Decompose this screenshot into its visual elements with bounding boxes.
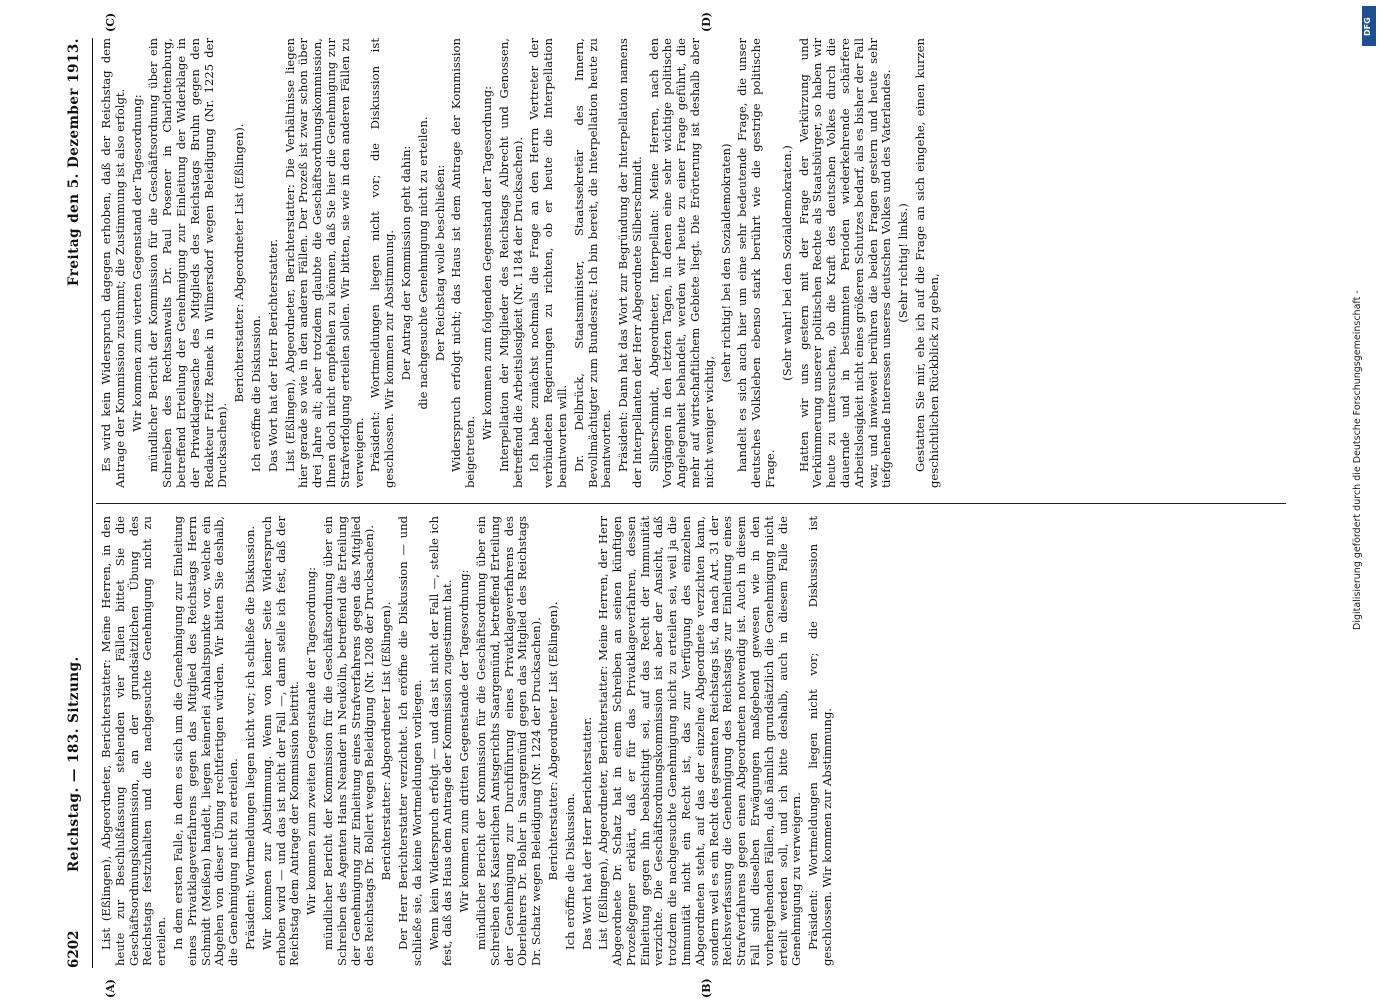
paragraph: mündlicher Bericht der Kommission für die Geschäftsordnung über ein Schreiben des Rechtsanwalts Dr. Paul Posener in Charlottenburg, betreffend Erteilung der Genehmigung zur Einleitung der Widerklage in der Privatklagesache des Mitglieds des Reichstags Bruhn gegen den Redakteur Fritz Reinek in Wilmersdorf wegen Beleidigung (Nr. 1225 der Drucksachen).	[146, 38, 230, 488]
paragraph: handelt es sich auch hier um eine sehr bedeutende Frage, die unser deutsches Volksleben ebenso stark berührt wie die gestrige politische Frage.	[735, 38, 778, 488]
paragraph: Gestatten Sie mir, ehe ich auf die Frage an sich eingehe, einen kurzen geschichtlichen Rückblick zu geben,	[913, 38, 941, 488]
paragraph: List (Eßlingen), Abgeordneter, Berichterstatter: Die Verhältnisse liegen hier gerade so wie in den anderen Fällen. Der Prozeß ist zwar schon über drei Jahre alt; aber trotzdem glaubte die Geschäftsordnungskommission, Ihnen doch nicht empfehlen zu können, daß Sie hier die Genehmigung zur Strafverfolgung erteilen sollen. Wir bitten, sie wie in den anderen Fällen zu verweigern.	[282, 38, 366, 488]
paragraph: Wir kommen zur Abstimmung. Wenn von keiner Seite Widerspruch erhoben wird — und das ist nicht der Fall —, dann stelle ich fest, daß der Reichstag dem Antrage der Kommission beitritt.	[259, 516, 302, 966]
session-date: Freitag den 5. Dezember 1913.	[66, 38, 82, 287]
paragraph: Präsident: Wortmeldungen liegen nicht vor; ich schließe die Diskussion.	[242, 525, 257, 950]
digitization-credit	[1350, 30, 1370, 970]
paragraph: Ich eröffne die Diskussion.	[562, 793, 577, 950]
paragraph: In dem ersten Falle, in dem es sich um die Genehmigung zur Einleitung eines Privatklageverfahrens gegen das Mitglied des Reichstags Herrn Schmidt (Meißen) handelt, liegen keinerlei Anhaltspunkte vor, welche ein Abgehen von dieser Übung rechtfertigen würden. Wir bitten Sie deshalb, die Genehmigung nicht zu erteilen.	[170, 516, 241, 966]
paragraph: Der Herr Berichterstatter verzichtet. Ich eröffne die Diskussion — und schließe sie, da keine Wortmeldungen vorliegen.	[395, 516, 424, 966]
page-header	[62, 38, 88, 968]
paragraph: Es wird kein Widerspruch dagegen erhoben, daß der Reichstag dem Antrage der Kommission zustimmt; die Zustimmung ist also erfolgt.	[99, 38, 127, 488]
paragraph: Wir kommen zum vierten Gegenstand der Tagesordnung:	[129, 94, 144, 432]
session-title: Reichstag. — 183. Sitzung.	[66, 656, 82, 872]
paragraph: (Sehr richtig! links.)	[896, 203, 911, 323]
margin-marker-d: (D)	[700, 12, 713, 32]
column-divider	[96, 503, 1286, 504]
paragraph: Hatten wir uns gestern mit der Frage der Verkürzung und Verkümmerung unserer politischen Rechte als Staatsbürger, so haben wir heute zu untersuchen, ob die Kraft des deutschen Volkes durch die dauernde und in bestimmten Perioden wiederkehrende schärfere Arbeitslosigkeit nicht eines größeren Schutzes bedarf, als es bisher der Fall war, und inwieweit berühren die beiden Fragen gestern und heute sehr tiefgehende Interessen unseres deutschen Volkes und des Vaterlandes.	[796, 38, 894, 488]
paragraph: Ich eröffne die Diskussion.	[248, 315, 263, 472]
paragraph: Das Wort hat der Herr Berichterstatter.	[265, 238, 280, 472]
left-column	[100, 516, 838, 966]
paragraph: Berichterstatter: Abgeordneter List (Eßlingen).	[545, 601, 560, 881]
paragraph: Präsident: Wortmeldungen liegen nicht vor; die Diskussion ist geschlossen. Wir kommen zur Abstimmung.	[806, 516, 835, 966]
paragraph: Berichterstatter: Abgeordneter List (Eßlingen).	[232, 123, 247, 403]
paragraph: Das Wort hat der Herr Berichterstatter.	[579, 716, 594, 950]
header-rule	[92, 38, 93, 968]
paragraph: Der Antrag der Kommission geht dahin:	[398, 145, 413, 381]
paragraph: Wir kommen zum zweiten Gegenstande der Tagesordnung:	[304, 566, 319, 916]
paragraph: Der Reichstag wolle beschließen:	[432, 164, 447, 362]
paragraph: Wenn kein Widerspruch erfolgt — und das ist nicht der Fall —, stelle ich fest, daß das Haus dem Antrage der Kommission zugestimmt hat.	[426, 516, 455, 966]
paragraph: Präsident: Dann hat das Wort zur Begründung der Interpellation namens der Interpellanten der Herr Abgeordnete Silberschmidt.	[616, 38, 644, 488]
margin-marker-b: (B)	[700, 978, 713, 998]
paragraph: Widerspruch erfolgt nicht; das Haus ist dem Antrage der Kommission beigetreten.	[449, 38, 478, 488]
paragraph: mündlicher Bericht der Kommission für die Geschäftsordnung über ein Schreiben des Kaiserlichen Amtsgerichts Saargemünd, betreffend Erteilung der Genehmigung zur Durchführung eines Privatklageverfahrens des Oberlehrers Dr. Bohler in Saargemünd gegen das Mitglied des Reichstags Dr. Schatz wegen Beleidigung (Nr. 1224 der Drucksachen).	[473, 516, 544, 966]
page-number: 6202	[66, 930, 82, 968]
paragraph: Präsident: Wortmeldungen liegen nicht vor; die Diskussion ist geschlossen. Wir kommen zur Abstimmung.	[368, 38, 397, 488]
paragraph: Dr. Delbrück, Staatsminister, Staatssekretär des Innern, Bevollmächtigter zum Bundesrat: Ich bin bereit, die Interpellation heute zu beantworten.	[571, 38, 614, 488]
paragraph: Wir kommen zum dritten Gegenstande der Tagesordnung:	[457, 569, 472, 913]
margin-marker-c: (C)	[104, 12, 117, 32]
paragraph: List (Eßlingen), Abgeordneter, Berichterstatter: Meine Herren, der Herr Abgeordnete Dr. Schatz hat in einem Schreiben an seinen künftigen Prozeßgegner erklärt, daß er für das Privatklageverfahren, dessen Einleitung gegen ihn beabsichtigt sei, auf das Recht der Immunität verzichte. Die Geschäftsordnungskommission ist aber der Ansicht, daß trotzdem die nachgesuchte Genehmigung nicht zu erteilen sei, weil ja die Immunität nicht ein Recht ist, das zur Verfügung des einzelnen Abgeordneten steht, auf das der einzelne Abgeordnete verzichten kann, sondern weil es ein Recht des gesamten Reichstags ist, da nach Art. 31 der Reichsverfassung die Genehmigung des Reichstags zur Einleitung eines Strafverfahrens gegen einen Abgeordneten notwendig ist. Auch in diesem Fall sind dieselben Erwägungen maßgebend gewesen wie in den vorhergehenden Fällen, daß nämlich grundsätzlich die Genehmigung nicht erteilt werden soll, und ich bitte deshalb, auch in diesem Falle die Genehmigung zu verweigern.	[596, 516, 804, 966]
margin-marker-a: (A)	[104, 979, 117, 998]
paragraph: Berichterstatter: Abgeordneter List (Eßlingen).	[379, 601, 394, 881]
paragraph: List (Eßlingen), Abgeordneter, Berichterstatter: Meine Herren, in den heute zur Beschlußfassung stehenden vier Fällen bittet Sie die Geschäftsordnungskommission, an der grundsätzlichen Übung des Reichstags festzuhalten und die nachgesuchte Genehmigung nicht zu erteilen.	[99, 516, 169, 966]
paragraph: mündlicher Bericht der Kommission für die Geschäftsordnung über ein Schreiben des Agenten Hans Neander in Neukölln, betreffend die Erteilung der Genehmigung zur Einleitung eines Strafverfahrens gegen das Mitglied des Reichstags Dr. Bollert wegen Beleidigung (Nr. 1208 der Drucksachen).	[320, 516, 377, 966]
paragraph: (sehr richtig! bei den Sozialdemokraten)	[718, 143, 733, 383]
paragraph: die nachgesuchte Genehmigung nicht zu erteilen.	[415, 116, 430, 410]
dfg-logo: DFG	[1362, 6, 1376, 46]
credit-text: Digitalisierung gefördert durch die Deutsche Forschungsgemeinschaft -	[1352, 290, 1363, 630]
paragraph: (Sehr wahr! bei den Sozialdemokraten.)	[779, 145, 794, 381]
right-column	[100, 38, 945, 488]
paragraph: Ich habe zunächst nochmals die Frage an den Herrn Vertreter der verbündeten Regierungen zu richten, ob er heute die Interpellation beantworten will.	[527, 38, 569, 488]
paragraph: Silberschmidt, Abgeordneter, Interpellant: Meine Herren, nach den Vorgängen in den letzten Tagen, in denen eine sehr wichtige politische Angelegenheit behandelt, werden wir heute zu einer Frage geführt, die mehr auf wirtschaftlichem Gebiete liegt. Die Erörterung ist deshalb aber nicht weniger wichtig,	[646, 38, 716, 488]
paragraph: Wir kommen zum folgenden Gegenstand der Tagesordnung:	[479, 85, 494, 441]
paragraph: Interpellation der Mitglieder des Reichstags Albrecht und Genossen, betreffend die Arbeitslosigkeit (Nr. 1184 der Drucksachen).	[496, 38, 525, 488]
